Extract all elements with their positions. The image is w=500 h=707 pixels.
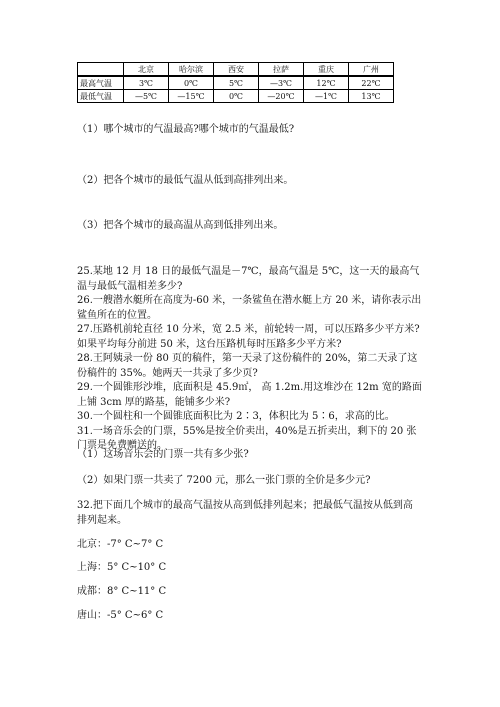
city-temp-range: -7° C~7° C [107,539,164,550]
table-header-cell: 拉萨 [259,63,304,77]
table-row-max-temp [78,76,394,90]
table-cell: 13℃ [349,90,394,103]
problem-28: 28.王阿姨录一份 80 页的稿件，第一天录了这份稿件的 20%，第二天录了这份稿件的 35%。她两天一共录了多少页? [77,353,418,379]
table-cell: 0℃ [214,90,259,103]
table-corner-cell [78,63,124,77]
table-header-cell: 广州 [349,63,394,77]
problem-30: 30.一个圆柱和一个圆锥底面积比为 2∶3，体积比为 5∶6，求高的比。 [77,411,395,422]
table-cell: —1℃ [304,90,349,103]
problem-block [77,265,422,454]
question-2: （2）把各个城市的最低气温从低到高排列出来。 [77,175,294,186]
city-name: 上海 [77,562,97,573]
city-temp-tangshan: 唐山：-5° C~6° C [77,610,164,621]
table-row-label: 最高气温 [78,76,124,90]
table-header-cell: 北京 [124,63,169,77]
table-header-cell: 西安 [214,63,259,77]
table-row-min-temp [78,90,394,103]
problem-27: 27.压路机前轮直径 10 分米，宽 2.5 米，前轮转一周，可以压路多少平方米? 如果平均每分前进 50 米，这台压路机每时压路多少平方米? [77,324,420,350]
question-3: （3）把各个城市的最高温从高到低排列出来。 [77,220,284,231]
city-temp-range: 8° C~11° C [107,586,167,597]
problem-25: 25.某地 12 月 18 日的最低气温是－7℃，最高气温是 5℃，这一天的最高气温与最低气温相差多少? [77,266,420,292]
problem-31-question-2: （2）如果门票一共卖了 7200 元，那么一张门票的全价是多少元? [77,475,371,486]
table-header-cell: 哈尔滨 [169,63,214,77]
temperature-table [77,62,394,103]
problem-31-question-1: （1）这场音乐会的门票一共有多少张? [77,449,249,460]
city-temp-shanghai: 上海：5° C~10° C [77,562,167,573]
problem-31: 31.一场音乐会的门票，55%是按全价卖出，40%是五折卖出，剩下的 20 张门票是免费赠送的。 [77,425,417,451]
table-cell: 0℃ [169,76,214,90]
table-cell: 5℃ [214,76,259,90]
table-cell: —5℃ [124,90,169,103]
table-header-row [78,63,394,77]
problem-26: 26.一艘潜水艇所在高度为-60 米，一条鲨鱼在潜水艇上方 20 米，请你表示出鲨鱼所在的位置。 [77,295,422,321]
table-cell: —15℃ [169,90,214,103]
problem-29: 29.一个圆锥形沙堆，底面积是 45.9㎡， 高 1.2m.用这堆沙在 12m 宽的路面上铺 3cm 厚的路基，能铺多少米? [77,382,422,408]
city-temp-beijing: 北京：-7° C~7° C [77,539,164,550]
table-cell: —20℃ [259,90,304,103]
table-cell: 22℃ [349,76,394,90]
city-temp-range: 5° C~10° C [107,562,167,573]
problem-32: 32.把下面几个城市的最高气温按从高到低排列起来；把最低气温按从低到高排列起来。 [77,500,413,526]
table-header-cell: 重庆 [304,63,349,77]
city-name: 成都 [77,586,97,597]
city-temp-chengdu: 成都：8° C~11° C [77,586,167,597]
table-row-label: 最低气温 [78,90,124,103]
table-cell: 12℃ [304,76,349,90]
question-1: （1）哪个城市的气温最高?哪个城市的气温最低? [77,124,295,135]
table-cell: —3℃ [259,76,304,90]
table-cell: 3℃ [124,76,169,90]
city-name: 唐山 [77,610,97,621]
city-name: 北京 [77,539,97,550]
city-temp-range: -5° C~6° C [107,610,164,621]
